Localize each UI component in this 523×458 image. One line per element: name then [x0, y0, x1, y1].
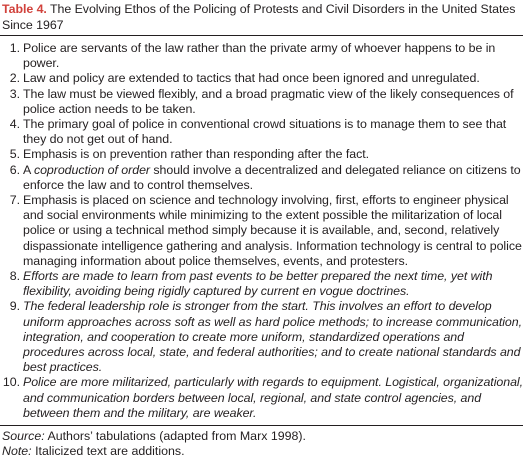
ethos-list [0, 41, 523, 421]
note-line [2, 444, 523, 458]
list-item [0, 71, 523, 86]
item-number: 3. [9, 86, 20, 101]
item-text-after: should involve a decentralized and delegated reliance on citizens to enforce the law and to control themselves. [23, 162, 521, 192]
list-item [0, 117, 523, 147]
list-item [0, 269, 523, 299]
item-text: Police are servants of the law rather than the private army of whoever happens to be in power. [23, 41, 496, 71]
item-text [23, 163, 521, 192]
list-item [0, 375, 523, 421]
bottom-rule [0, 425, 523, 426]
note-label: Note: [2, 443, 32, 458]
item-text: Emphasis is on prevention rather than responding after the fact. [23, 147, 370, 162]
source-label: Source: [2, 429, 45, 444]
table-title: The Evolving Ethos of the Policing of Protests and Civil Disorders in the United States Since 1967 [2, 2, 516, 32]
item-text: Police are more militarized, particularly with regards to equipment. Logistical, organizational, and communication borders between local, regional, and state control agencies, and between them and the military, are weaker. [23, 375, 523, 420]
top-rule [0, 35, 523, 36]
item-number: 7. [9, 193, 20, 208]
table-number: Table 4. [2, 2, 47, 16]
list-item [0, 299, 523, 375]
item-number: 8. [9, 269, 20, 284]
item-number: 6. [9, 162, 20, 177]
item-number: 5. [9, 147, 20, 162]
note-text: Italicized text are additions. [31, 443, 185, 458]
item-number: 1. [9, 41, 20, 55]
list-item [0, 87, 523, 117]
table-notes [2, 429, 523, 458]
item-number: 4. [9, 117, 20, 132]
list-item [0, 193, 523, 269]
list-item [0, 41, 523, 71]
item-number: 10. [2, 375, 20, 390]
item-text: The federal leadership role is stronger from the start. This involves an effort to develop uniform approaches across soft as well as hard police methods; to increase communication, integration, and cooperation to create more uniform, standardized operations and procedures across local, state, and federal authorities; and to create national standards and best practices. [23, 299, 522, 375]
item-text: The primary goal of police in conventional crowd situations is to manage them to see that they do not get out of hand. [23, 117, 507, 147]
item-text: The law must be viewed flexibly, and a broad pragmatic view of the likely consequences of police action needs to be taken. [23, 86, 514, 116]
item-number: 2. [9, 71, 20, 86]
list-item [0, 163, 523, 193]
item-text-before: A [23, 162, 34, 177]
item-number: 9. [9, 299, 20, 314]
item-text-italic: coproduction of order [33, 162, 150, 177]
item-text: Law and policy are extended to tactics that had once been ignored and unregulated. [23, 71, 480, 86]
source-note [2, 429, 523, 444]
list-item [0, 147, 523, 162]
item-text: Efforts are made to learn from past events to be better prepared the next time, yet with flexibility, avoiding being rigidly captured by current en vogue doctrines. [23, 269, 493, 299]
item-text: Emphasis is placed on science and technology involving, first, efforts to engineer physical and social environments while minimizing to the extent possible the militarization of local police or using a technical method simply because it is available, and, second, relatively dispassionate intelligence gathering and analysis. Information technology is central to police managing information about police themselves, events, and protesters. [23, 193, 522, 268]
source-text: Authors’ tabulations (adapted from Marx 1998). [44, 429, 306, 444]
table-caption [0, 0, 523, 33]
